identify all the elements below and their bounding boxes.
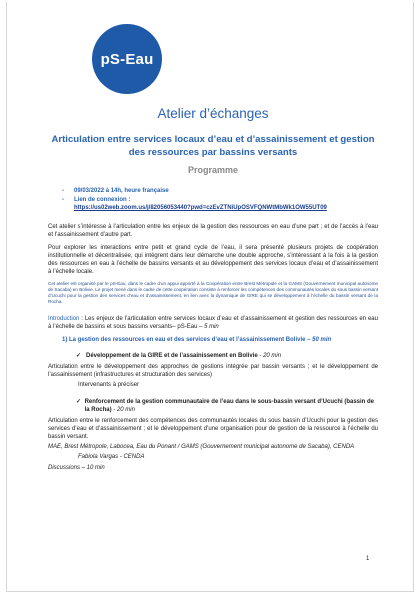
item-2-speaker: Fabiola Vargas - CENDA [78,453,145,460]
dash-bullet: - [62,188,64,194]
connection-row [62,196,378,205]
event-info [62,187,378,213]
section-duration: 50 min [312,336,332,343]
checkmark-icon: ✓ [76,398,82,405]
introduction-block [48,315,378,331]
item-2-partners: MAE, Brest Métropole, Labocea, Eau du Ponant / GAMS (Gouvernement municipal autonome de Sacaba), CENDA [48,443,355,450]
document-content [48,104,378,472]
intro-paragraph-1: Cet atelier s’intéresse à l’articulation entre les enjeux de la gestion des ressources en eau d’une part ; et de l’accès à l’eau et l’assainissement d’autre part. [48,223,378,238]
connection-label: Lien de connexion : [74,196,131,203]
section-title: La gestion des ressources en eau et des services d’eau et l’assainissement Bolivie – [69,336,313,343]
page-number: 1 [366,556,370,562]
agenda-item-1 [76,352,378,360]
zoom-link[interactable]: https://us02web.zoom.us/j/82056053440?pwd=czEvZTNiUpOSVFQNWtMbWk1OW55UT09 [74,205,327,211]
event-date: 09/03/2022 à 14h, heure française [74,188,169,194]
item-2-discussion: Discussions – 10 min [48,464,105,471]
introduction-duration: 5 min [204,323,219,330]
introduction-text: : Les enjeux de l’articulation entre services locaux d’eau et d’assainissement et gestion des ressources en eau à l’échelle de bassins et sous bassins versants– pS-Eau – [48,315,378,330]
event-date-row [62,187,378,196]
dash-bullet: - [62,196,64,203]
item-duration: - 20 min [257,352,282,359]
logo-text: pS-Eau [100,50,154,68]
programme-label: Programme [187,165,239,175]
item-2-description: Articulation entre le renforcement des compétences des communautés locales du sous bassin d’Ucuchi pour la gestion des services d’eau et d’assainissement ; et le développement d’une organisation pour de gestion de la ressource à l’échelle du bassin versant. [48,417,378,440]
item-title: Renforcement de la gestion communautaire de l’eau dans le sous-bassin versant d’Ucuchi (bassin de la Rocha) [84,398,375,413]
intro-paragraph-2: Pour explorer les interactions entre petit et grand cycle de l’eau, il sera présenté plusieurs projets de coopération institutionnelle et décentralisée, qui intègrent dans leur démarche une double approche, s’intéressant à la fois à la gestion des ressources en eau à l’échelle de bassins versants et au développement des services locaux d’eau et d’assainissement à l’échelle locale. [48,244,378,275]
section-number: 1) [62,336,68,343]
ps-eau-logo [92,24,162,94]
item-duration: - 20 min [111,406,135,413]
item-title: Développement de la GIRE et de l’assainissement en Bolivie [86,352,258,359]
checkmark-icon: ✓ [76,352,82,359]
agenda-item-2 [76,398,378,414]
section-1-heading [62,337,378,343]
page-subtitle: Articulation entre services locaux d’eau et d’assainissement et gestion des ressources par bassins versants [51,134,375,158]
introduction-label: Introduction [48,315,80,322]
item-1-speakers: Intervenants à préciser [78,381,140,388]
item-1-description: Articulation entre le développement des approches de gestions intégrée par bassin versants ; et le développement de l’assainissement (infrastructures et structuration des services) [48,363,378,378]
page-title: Atelier d’échanges [157,106,269,121]
intro-paragraph-3: Cet atelier est organisé par le pS-Eau, dans le cadre d’un appui apporté à la Coopération entre Brest Métropole et la GAMS (Gouvernement municipal autonome de Sacaba) en Bolivie. Le projet mené dans le cadre de cette coopération consiste à renforcer les compétences des communautés locales du sous bassin versant d’Ucuchi pour la gestion des services d’eau et d’assainissement, en lien avec la dynamique de GIRE qui se développement à l’échelle du bassin versant de la Rocha. [48,280,378,304]
